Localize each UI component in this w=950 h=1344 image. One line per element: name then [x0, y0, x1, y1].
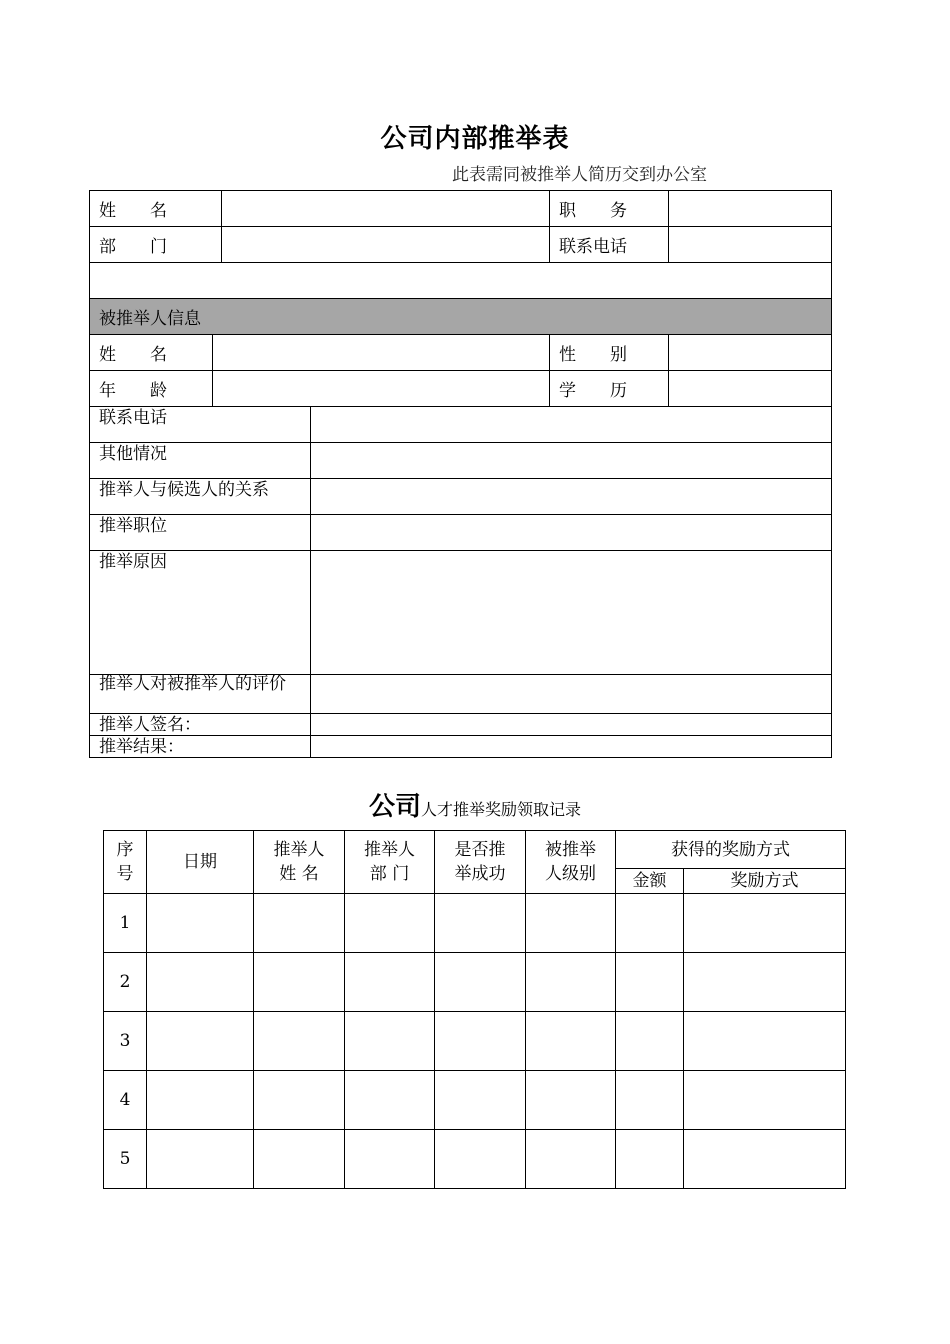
method-cell[interactable]: [684, 1071, 846, 1130]
result-field[interactable]: [311, 736, 832, 758]
amount-cell[interactable]: [616, 953, 684, 1012]
row-number: 4: [104, 1071, 147, 1130]
header-level: 被推举人级别: [526, 831, 616, 894]
form-subtitle: 此表需同被推举人简历交到办公室: [452, 165, 707, 185]
recommended-job-label: 推举职位: [90, 515, 311, 551]
method-cell[interactable]: [684, 894, 846, 953]
recommender-dept-cell[interactable]: [345, 894, 435, 953]
signature-field[interactable]: [311, 714, 832, 736]
relation-field[interactable]: [311, 479, 832, 515]
recommender-phone-label: 联系电话: [550, 227, 669, 263]
candidate-age-field[interactable]: [213, 371, 550, 407]
other-info-label: 其他情况: [90, 443, 311, 479]
date-cell[interactable]: [147, 894, 254, 953]
recommender-name-cell[interactable]: [254, 894, 345, 953]
header-method: 奖励方式: [684, 869, 846, 894]
header-recommender-dept: 推举人部 门: [345, 831, 435, 894]
level-cell[interactable]: [526, 894, 616, 953]
success-cell[interactable]: [435, 1012, 526, 1071]
header-recommender-name: 推举人姓 名: [254, 831, 345, 894]
level-cell[interactable]: [526, 1012, 616, 1071]
recommender-dept-cell[interactable]: [345, 953, 435, 1012]
amount-cell[interactable]: [616, 894, 684, 953]
signature-label: 推举人签名：: [90, 714, 311, 736]
recommended-job-field[interactable]: [311, 515, 832, 551]
method-cell[interactable]: [684, 1012, 846, 1071]
candidate-section-header: 被推举人信息: [90, 299, 832, 335]
row-number: 1: [104, 894, 147, 953]
row-number: 5: [104, 1130, 147, 1189]
method-cell[interactable]: [684, 1130, 846, 1189]
candidate-age-label: 年 龄: [90, 371, 213, 407]
candidate-phone-field[interactable]: [311, 407, 832, 443]
candidate-phone-label: 联系电话: [90, 407, 311, 443]
level-cell[interactable]: [526, 953, 616, 1012]
date-cell[interactable]: [147, 1071, 254, 1130]
table-row: [104, 894, 846, 953]
method-cell[interactable]: [684, 953, 846, 1012]
recommender-name-cell[interactable]: [254, 1012, 345, 1071]
table-row: [104, 953, 846, 1012]
level-cell[interactable]: [526, 1130, 616, 1189]
candidate-name-field[interactable]: [213, 335, 550, 371]
recommender-position-label: 职 务: [550, 191, 669, 227]
level-cell[interactable]: [526, 1071, 616, 1130]
candidate-gender-label: 性 别: [550, 335, 669, 371]
row-number: 2: [104, 953, 147, 1012]
date-cell[interactable]: [147, 1130, 254, 1189]
success-cell[interactable]: [435, 953, 526, 1012]
candidate-gender-field[interactable]: [669, 335, 832, 371]
recommender-dept-field[interactable]: [222, 227, 550, 263]
recommender-name-label: 姓 名: [90, 191, 222, 227]
candidate-education-field[interactable]: [669, 371, 832, 407]
reward-title-rest: 人才推举奖励领取记录: [421, 800, 582, 819]
recommender-name-cell[interactable]: [254, 953, 345, 1012]
recommender-phone-field[interactable]: [669, 227, 832, 263]
recommender-position-field[interactable]: [669, 191, 832, 227]
candidate-name-label: 姓 名: [90, 335, 213, 371]
recommender-dept-label: 部 门: [90, 227, 222, 263]
recommender-name-field[interactable]: [222, 191, 550, 227]
recommender-dept-cell[interactable]: [345, 1071, 435, 1130]
success-cell[interactable]: [435, 1071, 526, 1130]
recommender-dept-cell[interactable]: [345, 1130, 435, 1189]
table-row: [104, 1012, 846, 1071]
reason-field[interactable]: [311, 551, 832, 675]
date-cell[interactable]: [147, 1012, 254, 1071]
header-date: 日期: [147, 831, 254, 894]
recommendation-form: [89, 190, 832, 758]
recommender-name-cell[interactable]: [254, 1130, 345, 1189]
header-success: 是否推举成功: [435, 831, 526, 894]
table-row: [104, 1130, 846, 1189]
amount-cell[interactable]: [616, 1012, 684, 1071]
evaluation-label: 推举人对被推举人的评价: [90, 675, 311, 714]
evaluation-field[interactable]: [311, 675, 832, 714]
recommender-name-cell[interactable]: [254, 1071, 345, 1130]
result-label: 推举结果：: [90, 736, 311, 758]
recommender-dept-cell[interactable]: [345, 1012, 435, 1071]
blank-row: [90, 263, 832, 299]
header-seq: 序号: [104, 831, 147, 894]
row-number: 3: [104, 1012, 147, 1071]
success-cell[interactable]: [435, 894, 526, 953]
reward-title-main: 公司: [368, 792, 421, 822]
reward-table: [103, 830, 846, 1189]
candidate-education-label: 学 历: [550, 371, 669, 407]
success-cell[interactable]: [435, 1130, 526, 1189]
form-title: 公司内部推举表: [380, 124, 570, 154]
date-cell[interactable]: [147, 953, 254, 1012]
reward-title: [0, 786, 950, 823]
table-row: [104, 1071, 846, 1130]
reason-label: 推举原因: [90, 551, 311, 675]
amount-cell[interactable]: [616, 1130, 684, 1189]
relation-label: 推举人与候选人的关系: [90, 479, 311, 515]
header-reward: 获得的奖励方式: [616, 831, 846, 869]
amount-cell[interactable]: [616, 1071, 684, 1130]
header-amount: 金额: [616, 869, 684, 894]
other-info-field[interactable]: [311, 443, 832, 479]
